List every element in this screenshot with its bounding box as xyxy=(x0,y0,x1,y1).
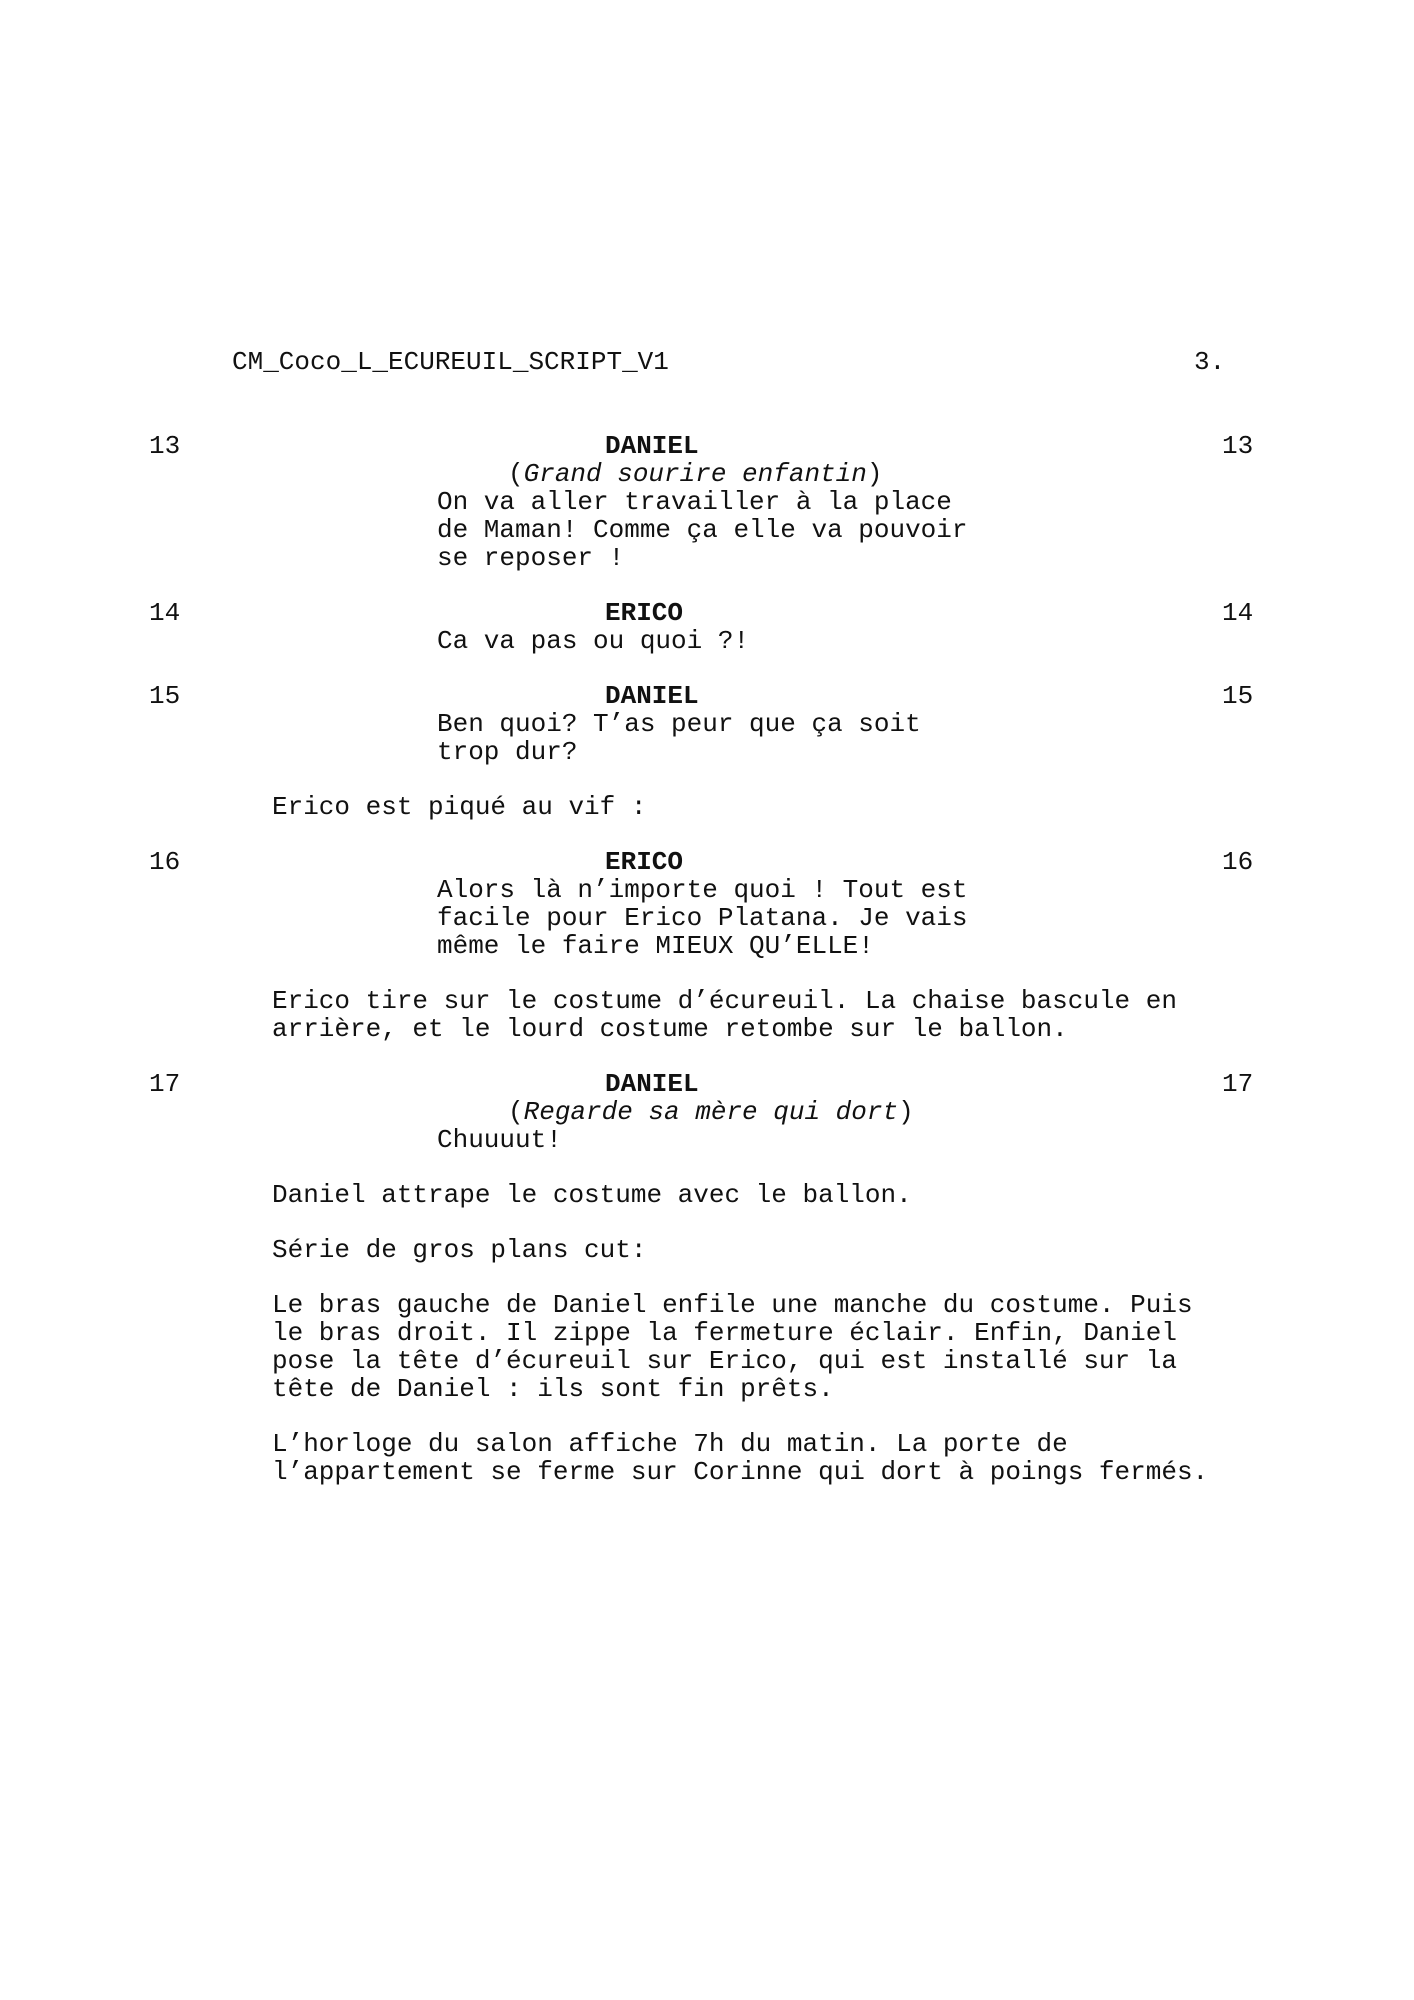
parenthetical xyxy=(508,460,882,488)
scene-number-left: 17 xyxy=(149,1069,181,1099)
dialogue-line: de Maman! Comme ça elle va pouvoir xyxy=(437,515,968,545)
dialogue-line: Ca va pas ou quoi ?! xyxy=(437,626,750,656)
scene-number-right: 13 xyxy=(1222,431,1254,461)
character-name: ERICO xyxy=(605,598,684,628)
scene-number-right: 17 xyxy=(1222,1069,1254,1099)
dialogue-line: On va aller travailler à la place xyxy=(437,487,952,517)
character-name: ERICO xyxy=(605,847,684,877)
scene-number-right: 15 xyxy=(1222,681,1254,711)
dialogue-line: Alors là n’importe quoi ! Tout est xyxy=(437,875,968,905)
action-line: arrière, et le lourd costume retombe sur le ballon. xyxy=(272,1014,1068,1044)
action-line: le bras droit. Il zippe la fermeture éclair. Enfin, Daniel xyxy=(272,1318,1177,1348)
character-name: DANIEL xyxy=(605,1069,699,1099)
paren-open: ( xyxy=(508,459,524,489)
character-name: DANIEL xyxy=(605,681,699,711)
action-line: Le bras gauche de Daniel enfile une manche du costume. Puis xyxy=(272,1290,1193,1320)
dialogue-line: trop dur? xyxy=(437,737,578,767)
action-line: L’horloge du salon affiche 7h du matin. La porte de xyxy=(272,1429,1068,1459)
parenthetical-text: Regarde sa mère qui dort xyxy=(523,1097,899,1127)
scene-number-left: 15 xyxy=(149,681,181,711)
scene-number-left: 14 xyxy=(149,598,181,628)
dialogue-line: facile pour Erico Platana. Je vais xyxy=(437,903,968,933)
action-line: Série de gros plans cut: xyxy=(272,1235,647,1265)
script-title: CM_Coco_L_ECUREUIL_SCRIPT_V1 xyxy=(232,347,669,377)
paren-close: ) xyxy=(866,459,883,489)
scene-number-left: 13 xyxy=(149,431,181,461)
scene-number-right: 14 xyxy=(1222,598,1254,628)
action-line: Daniel attrape le costume avec le ballon. xyxy=(272,1180,912,1210)
parenthetical xyxy=(508,1098,914,1126)
parenthetical-text: Grand sourire enfantin xyxy=(523,459,867,489)
action-line: pose la tête d’écureuil sur Erico, qui est installé sur la xyxy=(272,1346,1177,1376)
dialogue-line: se reposer ! xyxy=(437,543,625,573)
action-line: Erico tire sur le costume d’écureuil. La chaise bascule en xyxy=(272,986,1177,1016)
scene-number-left: 16 xyxy=(149,847,181,877)
dialogue-line: Chuuuut! xyxy=(437,1125,562,1155)
dialogue-line: Ben quoi? T’as peur que ça soit xyxy=(437,709,921,739)
paren-open: ( xyxy=(508,1097,524,1127)
action-line: tête de Daniel : ils sont fin prêts. xyxy=(272,1374,834,1404)
page-number: 3. xyxy=(1194,347,1226,377)
action-line: Erico est piqué au vif : xyxy=(272,792,647,822)
dialogue-line: même le faire MIEUX QU’ELLE! xyxy=(437,931,874,961)
scene-number-right: 16 xyxy=(1222,847,1254,877)
paren-close: ) xyxy=(898,1097,914,1127)
action-line: l’appartement se ferme sur Corinne qui dort à poings fermés. xyxy=(272,1457,1209,1487)
character-name: DANIEL xyxy=(605,431,699,461)
